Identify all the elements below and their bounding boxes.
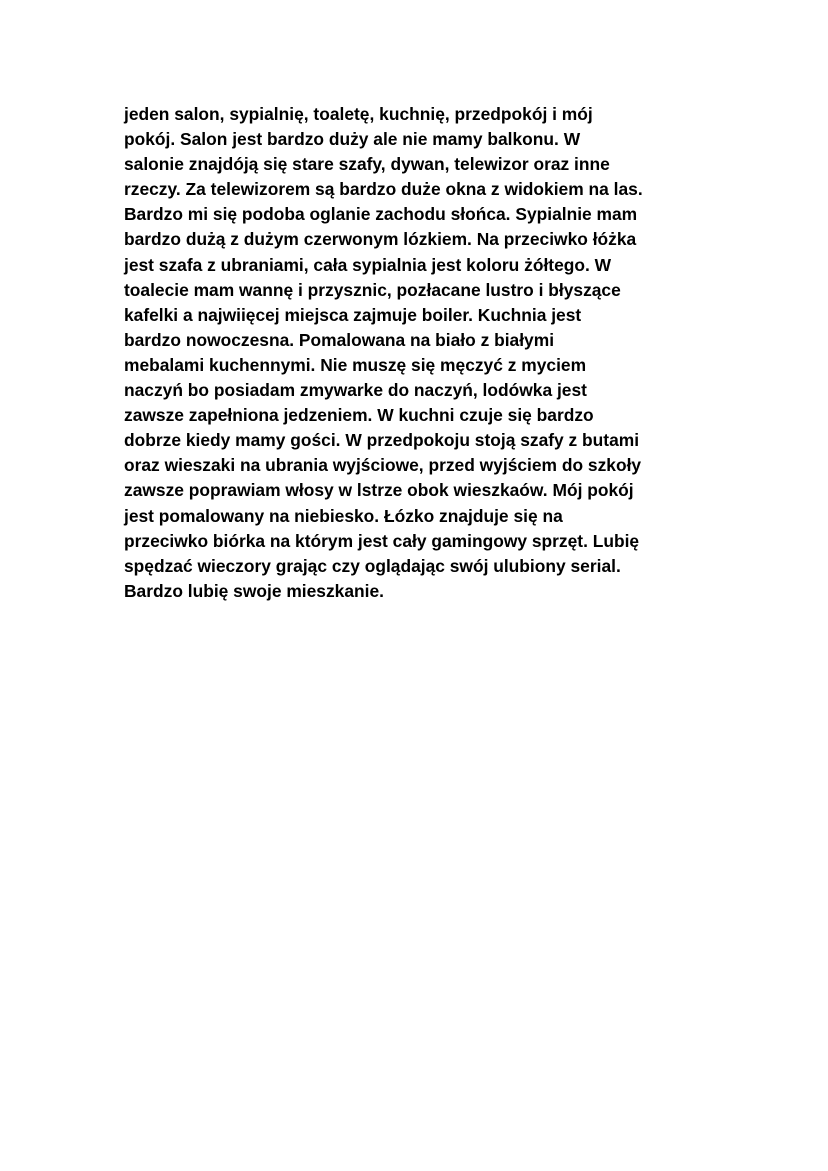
text-line-2: pokój. Salon jest bardzo duży ale nie mamy balkonu. W — [124, 129, 581, 150]
text-line-13: zawsze zapełniona jedzeniem. W kuchni czuje się bardzo — [124, 405, 594, 426]
text-line-12: naczyń bo posiadam zmywarke do naczyń, lodówka jest — [124, 380, 587, 401]
text-line-11: mebalami kuchennymi. Nie muszę się męczyć z myciem — [124, 354, 587, 375]
text-line-10: bardzo nowoczesna. Pomalowana na biało z białymi — [124, 329, 555, 350]
text-line-8: toalecie mam wannę i przysznic, pozłacane lustro i błyszące — [124, 279, 621, 300]
text-line-16: zawsze poprawiam włosy w lstrze obok wieszkaów. Mój pokój — [124, 480, 634, 501]
text-line-5: Bardzo mi się podoba oglanie zachodu słońca. Sypialnie mam — [124, 204, 638, 225]
text-line-20: Bardzo lubię swoje mieszkanie. — [124, 580, 384, 601]
essay-paragraph — [124, 102, 724, 604]
text-line-3: salonie znajdóją się stare szafy, dywan, telewizor oraz inne — [124, 154, 610, 175]
text-line-14: dobrze kiedy mamy gości. W przedpokoju stoją szafy z butami — [124, 430, 640, 451]
text-line-4: rzeczy. Za telewizorem są bardzo duże okna z widokiem na las. — [124, 179, 643, 200]
text-line-1: jeden salon, sypialnię, toaletę, kuchnię, przedpokój i mój — [124, 104, 593, 124]
text-line-18: przeciwko biórka na którym jest cały gamingowy sprzęt. Lubię — [124, 530, 640, 551]
text-line-6: bardzo dużą z dużym czerwonym lózkiem. Na przeciwko łóżka — [124, 229, 637, 250]
text-line-17: jest pomalowany na niebiesko. Łózko znajduje się na — [124, 505, 563, 526]
text-line-15: oraz wieszaki na ubrania wyjściowe, przed wyjściem do szkoły — [124, 455, 642, 476]
text-line-9: kafelki a najwiięcej miejsca zajmuje boiler. Kuchnia jest — [124, 304, 582, 325]
text-line-19: spędzać wieczory grając czy oglądając swój ulubiony serial. — [124, 555, 621, 576]
text-line-7: jest szafa z ubraniami, cała sypialnia jest koloru żółtego. W — [124, 254, 612, 275]
